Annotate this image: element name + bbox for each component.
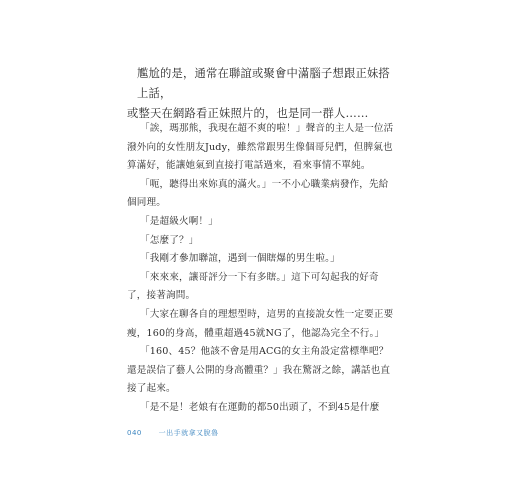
paragraph: 「大家在聊各自的理想型時，這男的直接說女性一定要正要瘦，160的身高，體重超過45就NG了，他認為完全不行。」 bbox=[127, 308, 394, 339]
book-title: 一出手就拿又脫魯 bbox=[158, 429, 219, 437]
intro-line-2: 或整天在網路看正妹照片的，也是同一群人…… bbox=[127, 107, 369, 120]
paragraph: 「是不是！老娘有在運動的都50出頭了，不到45是什麼 bbox=[140, 401, 380, 413]
paragraph: 「我剛才參加聯誼，遇到一個瞎爆的男生啦。」 bbox=[140, 253, 340, 265]
page-number: 040 bbox=[127, 429, 142, 437]
paragraph: 「怎麼了？」 bbox=[140, 234, 199, 246]
paragraph: 「160、45？他該不會是用ACG的女主角設定當標準吧？還是誤信了藝人公開的身高體重？」我在驚訝之餘，講話也直接了起來。 bbox=[127, 346, 391, 395]
paragraph: 「誒，瑪那熊，我現在超不爽的啦！」聲音的主人是一位活潑外向的女性朋友Judy，雖然常跟男生像個哥兒們，但脾氣也算滿好，能讓她氣到直接打電話過來，看來事情不單純。 bbox=[127, 123, 394, 172]
intro-line-1: 尷尬的是，通常在聯誼或聚會中滿腦子想跟正妹搭上話， bbox=[137, 67, 390, 100]
paragraph: 「是超級火啊！」 bbox=[140, 215, 218, 227]
body-text bbox=[127, 120, 395, 418]
paragraph: 「呃，聽得出來妳真的滿火。」一不小心職業病發作，先給個同理。 bbox=[127, 178, 389, 209]
paragraph: 「來來來，讓哥評分一下有多瞎。」這下可勾起我的好奇了，接著詢問。 bbox=[127, 271, 379, 302]
page-footer bbox=[127, 428, 219, 438]
intro-quote bbox=[127, 64, 395, 124]
